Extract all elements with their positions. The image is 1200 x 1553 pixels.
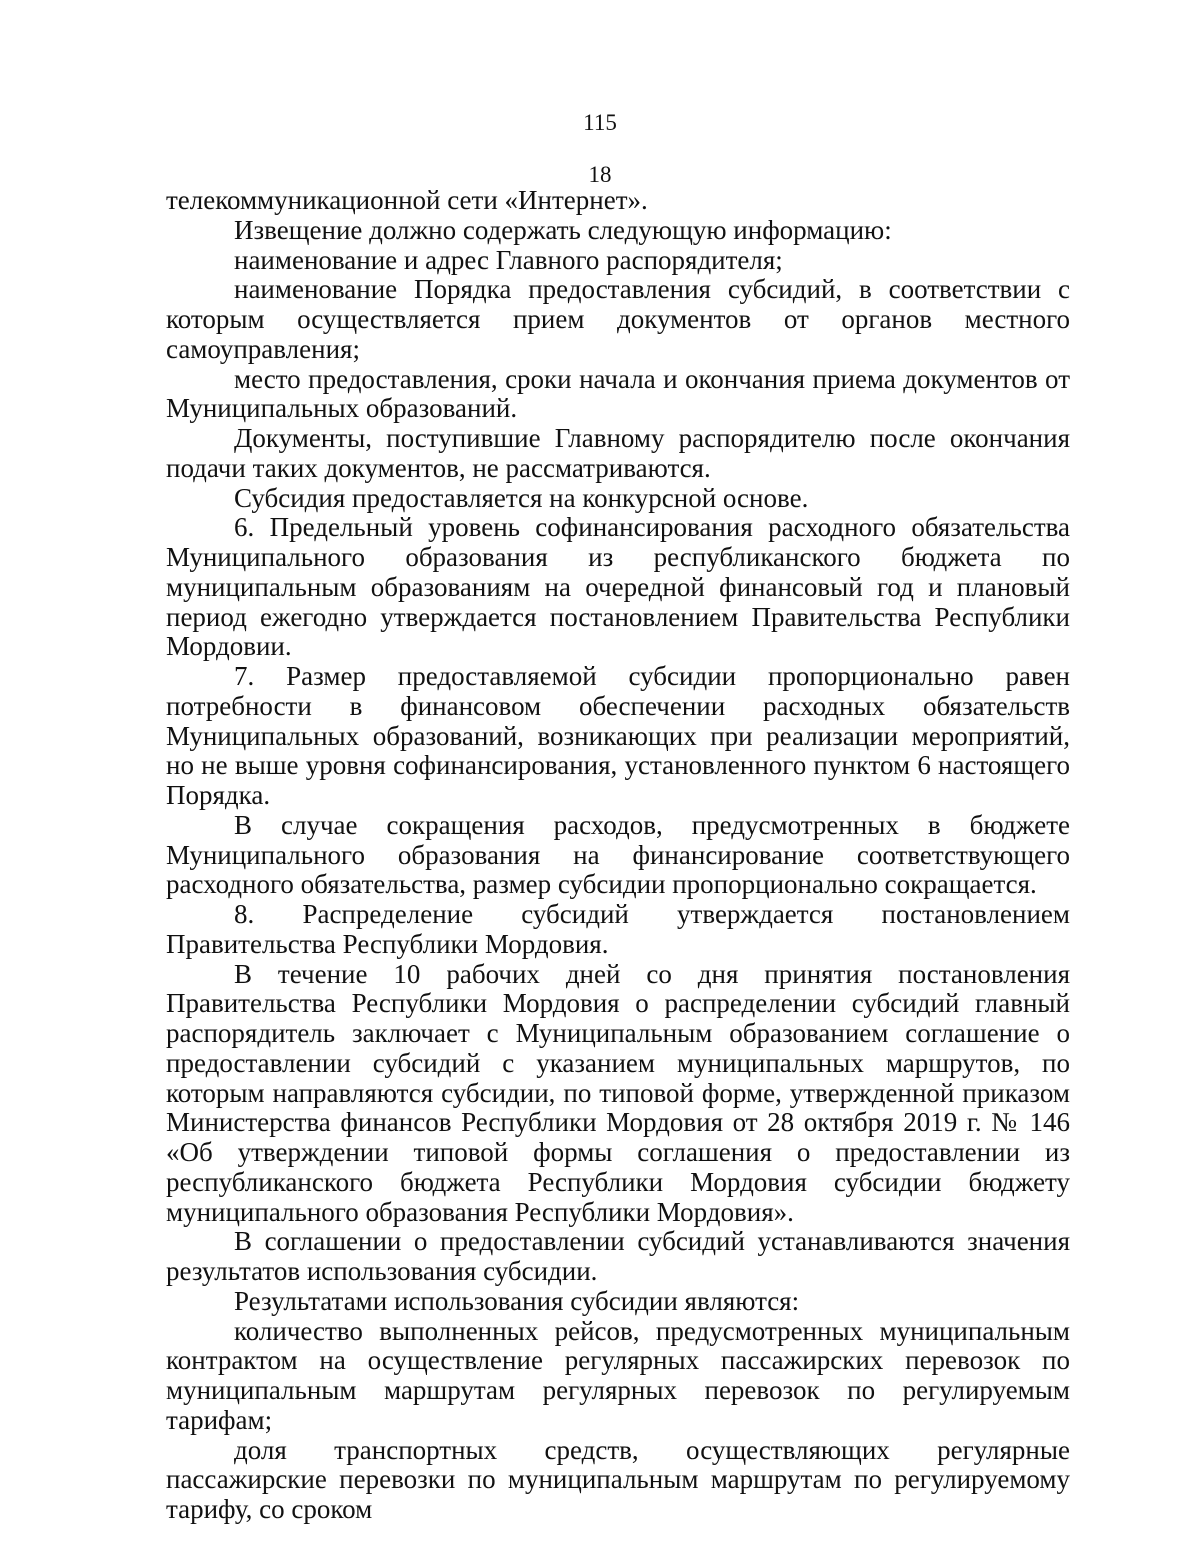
paragraph: место предоставления, сроки начала и окончания приема документов от Муниципальных образований.: [166, 363, 1070, 424]
page-number-outer: 115: [583, 110, 617, 135]
paragraph: 8. Распределение субсидий утверждается постановлением Правительства Республики Мордовия.: [166, 899, 1070, 959]
page-number-inner: 18: [588, 162, 612, 187]
paragraph: Извещение должно содержать следующую информацию:: [234, 214, 892, 245]
paragraph: доля транспортных средств, осуществляющих регулярные пассажирские перевозки по муниципальным маршрутам по регулируемому тарифу, со сроком: [166, 1434, 1070, 1524]
document-body: [166, 186, 1070, 1525]
paragraph: Документы, поступившие Главному распорядителю после окончания подачи таких документов, не рассматриваются.: [166, 423, 1070, 483]
paragraph: 7. Размер предоставляемой субсидии пропорционально равен потребности в финансовом обеспечении расходных обязательств Муниципальных образований, возникающих при реализации мероприятий, но не выше уровня софинансирования, установленного пунктом 6 настоящего Порядка.: [166, 661, 1070, 810]
paragraph: В течение 10 рабочих дней со дня принятия постановления Правительства Республики Мордовия о распределении субсидий главный распорядитель заключает с Муниципальным образованием соглашение о предоставлении субсидий с указанием муниципальных маршрутов, по которым направляются субсидии, по типовой форме, утвержденной приказом Министерства финансов Республики Мордовия от 28 октября 2019 г. № 146 «Об утверждении типовой формы соглашения о предоставлении из республиканского бюджета Республики Мордовия субсидии бюджету муниципального образования Республики Мордовия».: [166, 958, 1070, 1227]
paragraph: 6. Предельный уровень софинансирования расходного обязательства Муниципального образования из республиканского бюджета по муниципальным образованиям на очередной финансовый год и плановый период ежегодно утверждается постановлением Правительства Республики Мордовии.: [166, 512, 1070, 662]
paragraph: телекоммуникационной сети «Интернет».: [166, 185, 648, 215]
paragraph: наименование и адрес Главного распорядителя;: [234, 244, 783, 275]
paragraph: наименование Порядка предоставления субсидий, в соответствии с которым осуществляется прием документов от органов местного самоуправления;: [166, 274, 1070, 364]
paragraph: Результатами использования субсидии являются:: [234, 1285, 800, 1316]
paragraph: Субсидия предоставляется на конкурсной основе.: [234, 482, 809, 513]
paragraph: количество выполненных рейсов, предусмотренных муниципальным контрактом на осуществление регулярных пассажирских перевозок по муниципальным маршрутам регулярных перевозок по регулируемым тарифам;: [166, 1315, 1070, 1435]
paragraph: В соглашении о предоставлении субсидий устанавливаются значения результатов использования субсидии.: [166, 1226, 1070, 1286]
paragraph: В случае сокращения расходов, предусмотренных в бюджете Муниципального образования на финансирование соответствующего расходного обязательства, размер субсидии пропорционально сокращается.: [166, 809, 1070, 900]
